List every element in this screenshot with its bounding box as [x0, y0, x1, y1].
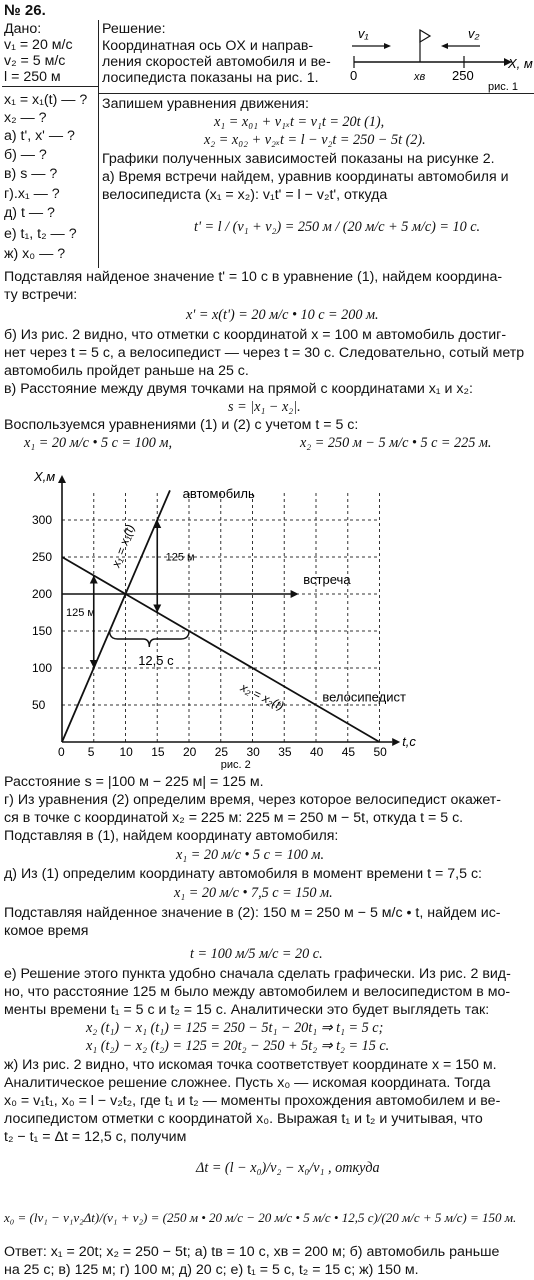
answer-line: Ответ: x₁ = 20t; x₂ = 250 − 5t; а) tв = 10 с, xв = 200 м; б) автомобиль раньше: [4, 1244, 500, 1260]
part-e-eq2: x₁ (t₂) − x₂ (t₂) = 125 = 20t₂ − 250 + 5t₂ ⇒ t₂ = 15 с.: [86, 1038, 390, 1054]
given-line: v₁ = 20 м/с: [4, 37, 73, 53]
x-tick-label: 50: [373, 745, 387, 759]
part-e-line: но, что расстояние 125 м было между автомобилем и велосипедистом в мо-: [4, 984, 511, 1000]
x-tick-label: 40: [310, 745, 324, 759]
part-a-sub: ту встречи:: [4, 287, 78, 303]
problem-number: № 26.: [4, 2, 46, 19]
figure-2-chart: [0, 470, 534, 770]
part-d-line: д) Из (1) определим координату автомобиля в момент времени t = 7,5 с:: [4, 866, 482, 882]
part-g-line: ся в точке с координатой x₂ = 225 м: 225 м = 250 м − 5t, откуда t = 5 с.: [4, 810, 464, 826]
equation-1: x₁ = x₀₁ + v₁ₓt = v₁t = 20t (1),: [214, 114, 385, 130]
part-a-line: а) Время встречи найдем, уравнив координаты автомобиля и: [102, 169, 509, 185]
figure-1: [340, 18, 534, 96]
part-b-line: б) Из рис. 2 видно, что отметки с координатой x = 100 м автомобиль достиг-: [4, 327, 507, 343]
solution-intro: лосипедиста показаны на рис. 1.: [102, 70, 319, 86]
origin-label: 0: [58, 745, 65, 759]
y-tick-label: 100: [32, 661, 53, 675]
part-d-sub: Подставляя найденное значение в (2): 150 м = 250 м − 5 м/с • t, найдем ис-: [4, 905, 501, 921]
gap-arrow-head: [153, 520, 161, 528]
find-item: е) t₁, t₂ — ?: [4, 226, 77, 242]
part-d-sub: комое время: [4, 923, 89, 939]
solution-divider: [98, 93, 534, 94]
part-g-line: г) Из уравнения (2) определим время, через которое велосипедист окажет-: [4, 792, 501, 808]
given-vertical-divider: [98, 20, 99, 268]
chart-ticks: [32, 513, 387, 759]
find-item: в) s — ?: [4, 166, 58, 182]
part-c-line: в) Расстояние между двумя точками на прямой с координатами x₁ и x₂:: [4, 381, 473, 397]
250-label: 250: [452, 68, 474, 83]
distance-formula: s = |x₁ − x₂|.: [228, 399, 301, 415]
gap-label-15s: 125 м: [165, 551, 195, 564]
part-b-line: автомобиль пройдет раньше на 25 с.: [4, 363, 249, 379]
x1-at-5s: x₁ = 20 м/с • 5 с = 100 м,: [24, 435, 173, 451]
gap-label-5s: 125 м: [66, 607, 95, 620]
time-brace: [110, 631, 189, 647]
find-item: б) — ?: [4, 147, 47, 163]
figure-2-caption: рис. 2: [220, 759, 251, 770]
given-line: v₂ = 5 м/с: [4, 53, 66, 69]
v2-label: v₂: [468, 26, 480, 41]
gap-arrow-head: [90, 660, 98, 668]
time-label: 12,5 с: [138, 653, 174, 668]
x-axis-label: t,с: [402, 734, 416, 749]
part-g-result: x₁ = 20 м/с • 5 с = 100 м.: [176, 847, 325, 863]
meeting-time-formula: t' = l / (v₁ + v₂) = 250 м / (20 м/с + 5 м/с) = 10 с.: [194, 219, 481, 235]
find-item: ж) x₀ — ?: [4, 246, 66, 262]
solution-title: Решение:: [102, 21, 166, 37]
y-axis-label: X,м: [34, 470, 56, 484]
meeting-arrow: [291, 590, 299, 598]
part-d-time: t = 100 м/5 м/с = 20 с.: [190, 946, 323, 962]
meeting-label: xв: [414, 71, 426, 83]
part-a-sub: Подставляя найденое значение t' = 10 с в уравнение (1), найдем координа-: [4, 269, 503, 285]
x2-at-5s: x₂ = 250 м − 5 м/с • 5 с = 225 м.: [300, 435, 492, 451]
equations-intro: Запишем уравнения движения:: [102, 96, 309, 112]
part-zh-line: лосипедистом отметки с координатой x₀. Выражая t₁ и t₂ и учитывая, что: [4, 1111, 483, 1127]
cyclist-label: велосипедист: [322, 689, 406, 705]
meeting-coordinate: x' = x(t') = 20 м/с • 10 с = 200 м.: [186, 307, 379, 323]
find-item: г).x₁ — ?: [4, 186, 60, 202]
y-axis-arrow: [58, 475, 66, 483]
find-item: д) t — ?: [4, 205, 55, 221]
answer-line: на 25 с; в) 125 м; г) 100 м; д) 20 с; е) t₁ = 5 с, t₂ = 15 с; ж) 150 м.: [4, 1262, 419, 1278]
x-tick-label: 25: [214, 745, 229, 759]
x-tick-label: 5: [87, 745, 95, 759]
part-zh-line: t₂ − t₁ = Δt = 12,5 с, получим: [4, 1129, 187, 1145]
part-c-use: Воспользуемся уравнениями (1) и (2) с учетом t = 5 с:: [4, 417, 359, 433]
v1-label: v₁: [358, 26, 369, 41]
x-tick-label: 15: [151, 745, 165, 759]
part-zh-line: ж) Из рис. 2 видно, что искомая точка соответствует координате x = 150 м.: [4, 1057, 497, 1073]
graphs-note: Графики полученных зависимостей показаны на рисунке 2.: [102, 151, 495, 167]
y-tick-label: 50: [32, 698, 46, 712]
x0-formula: x₀ = (lv₁ − v₁v₂Δt)/(v₁ + v₂) = (250 м • 20 м/с − 20 м/с • 5 м/с • 12,5 с)/(20 м/с + 5 м/с) = 150 м.: [4, 1210, 517, 1225]
given-line: l = 250 м: [4, 69, 61, 85]
part-zh-line: x₀ = v₁t₁, x₀ = l − v₂t₂, где t₁ и t₂ — моменты прохождения автомобилем и ве-: [4, 1093, 501, 1109]
part-e-eq1: x₂ (t₁) − x₁ (t₁) = 125 = 250 − 5t₁ − 20t₁ ⇒ t₁ = 5 с;: [86, 1020, 384, 1036]
given-divider: [2, 86, 98, 87]
zero-label: 0: [350, 68, 358, 83]
part-b-line: нет через t = 5 с, а велосипедист — через t = 30 с. Следовательно, сотый метр: [4, 345, 525, 361]
part-zh-line: Аналитическое решение сложнее. Пусть x₀ — искомая координата. Тогда: [4, 1075, 491, 1091]
delta-t-formula: Δt = (l − x₀)/v₂ − x₀/v₁ , откуда: [196, 1160, 380, 1176]
find-item: x₁ = x₁(t) — ?: [4, 92, 88, 108]
meeting-label: встреча: [303, 572, 351, 587]
part-e-line: е) Решение этого пункта удобно сначала сделать графически. Из рис. 2 вид-: [4, 966, 511, 982]
find-item: x₂ — ?: [4, 110, 47, 126]
x-tick-label: 10: [119, 745, 133, 759]
axis-x-label: X, м: [508, 56, 533, 71]
solution-intro: ления скоростей автомобиля и ве-: [102, 54, 331, 70]
part-e-line: менты времени t₁ = 5 с и t₂ = 15 с. Аналитически это будет выглядеть так:: [4, 1002, 490, 1018]
x-axis-arrow: [392, 738, 400, 746]
x-tick-label: 30: [246, 745, 260, 759]
part-g-line: Подставляя в (1), найдем координату автомобиля:: [4, 828, 339, 844]
distance-result: Расстояние s = |100 м − 225 м| = 125 м.: [4, 774, 264, 790]
part-a-line: велосипедиста (x₁ = x₂): v₁t' = l − v₂t', откуда: [102, 187, 388, 203]
given-title: Дано:: [4, 21, 42, 37]
find-item: а) t', x' — ?: [4, 128, 75, 144]
cyclist-equation-label: x₂ = x₂(t): [238, 680, 287, 714]
equation-2: x₂ = x₀₂ + v₂ₓt = l − v₂t = 250 − 5t (2).: [204, 132, 426, 148]
x-tick-label: 45: [341, 745, 356, 759]
car-equation-label: x₁ = x₁(t): [108, 522, 138, 570]
part-d-result: x₁ = 20 м/с • 7,5 с = 150 м.: [174, 885, 333, 901]
x-tick-label: 20: [183, 745, 197, 759]
y-tick-label: 250: [32, 550, 53, 564]
x-tick-label: 35: [278, 745, 292, 759]
figure-1-caption: рис. 1: [488, 81, 518, 93]
car-label: автомобиль: [182, 485, 255, 501]
solution-intro: Координатная ось OX и направ-: [102, 38, 314, 54]
y-tick-label: 200: [32, 587, 53, 601]
y-tick-label: 150: [32, 624, 53, 638]
y-tick-label: 300: [32, 513, 53, 527]
